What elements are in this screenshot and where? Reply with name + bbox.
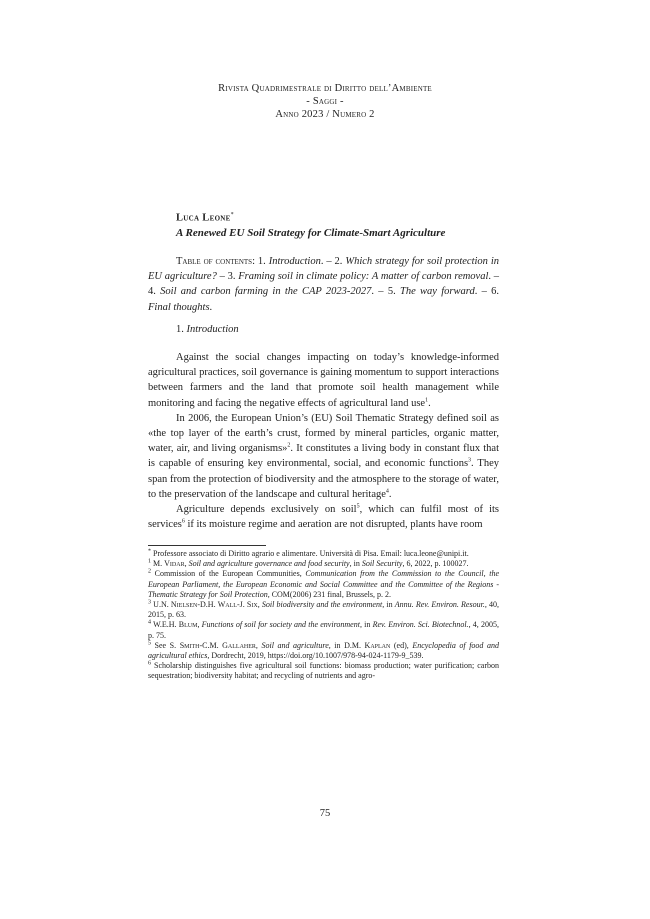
section-number: 1.: [176, 324, 187, 335]
toc-sep: . – 6.: [474, 286, 500, 298]
section-heading: [176, 324, 239, 335]
toc-sep: . – 4.: [148, 271, 500, 298]
journal-section: - Saggi -: [306, 96, 344, 107]
journal-header: [0, 82, 650, 121]
footnote-journal: Annu. Rev. Environ. Resour.: [394, 600, 485, 610]
footnote-text: ,: [257, 600, 262, 610]
footnote-text: , in D.M.: [328, 640, 365, 650]
footnote-text: ,: [255, 640, 262, 650]
footnote-text: -D.H.: [197, 600, 218, 610]
body-text: [148, 350, 499, 532]
footnote-work-title: Communication from the Commission to the Council, the European Parliament, the European Economic and Social Committee and the Committee of the Regions - Thematic Strategy for Soil Protection: [148, 569, 499, 599]
footnote-text: U.N.: [151, 600, 171, 610]
footnote-2: [148, 569, 499, 600]
footnote-author: Six: [246, 600, 258, 610]
paragraph: [148, 502, 499, 532]
footnote-text: See S.: [151, 640, 180, 650]
footnote-text: , COM(2006) 231 final, Brussels, p. 2.: [267, 589, 392, 599]
footnote-work-title: Functions of soil for society and the environment: [201, 620, 360, 630]
footnote-mark: 1: [148, 558, 151, 565]
footnote-ref: 5: [356, 503, 360, 510]
paragraph-text: if its moisture regime and aeration are not disrupted, plants have room: [184, 519, 483, 531]
footnote-text: ,: [197, 620, 202, 630]
footnote-4: [148, 620, 499, 640]
author-footnote-mark: *: [230, 212, 234, 218]
footnote-author: Nielsen: [170, 600, 198, 610]
footnote-journal: Rev. Environ. Sci. Biotechnol.: [372, 620, 469, 630]
toc-item-3: Framing soil in climate policy: A matter of carbon removal: [238, 271, 489, 283]
paragraph-text: .: [388, 488, 392, 500]
footnote-text: M.: [151, 559, 165, 569]
toc-item-6: Final thoughts: [148, 301, 210, 313]
author-name-text: Luca Leone: [176, 212, 231, 224]
toc-item-2: Which strategy for soil protection in EU agriculture?: [148, 256, 500, 283]
footnote-text: , in: [359, 620, 373, 630]
paragraph: [148, 350, 499, 411]
journal-issue: Anno 2023 / Numero 2: [275, 109, 375, 120]
footnote-text: -C.M.: [199, 640, 223, 650]
footnote-ref: 3: [468, 457, 472, 464]
footnote-text: ,: [184, 559, 189, 569]
footnote-text: -J.: [236, 600, 247, 610]
footnote-text: , 6, 2022, p. 100027.: [402, 559, 469, 569]
footnote-text: , Dordrecht, 2019, https://doi.org/10.1007/978-94-024-1179-9_539.: [207, 651, 424, 661]
footnote-text: Scholarship distinguishes five agricultural soil functions: biomass production; water purification; carbon sequestration; biodiversity habitat; and recycling of nutrients and agro-: [148, 661, 499, 681]
footnote-mark: 2: [148, 568, 151, 575]
journal-name: Rivista Quadrimestrale di Diritto dell’Ambiente: [218, 83, 432, 94]
toc-sep: – 3.: [216, 271, 239, 283]
toc-sep: : 1.: [252, 256, 269, 267]
footnote-text: Professore associato di Diritto agrario e alimentare. Università di Pisa. Email: luca.leone@unipi.it.: [151, 549, 469, 558]
paragraph-text: . They span from the protection of biodiversity and the atmosphere to the storage of water, to the preservation of the landscape and cultural heritage: [148, 458, 499, 500]
footnote-mark: 6: [148, 660, 151, 667]
footnote-mark: 5: [148, 640, 151, 647]
footnote-work-title: Encyclopedia of food and agricultural ethics: [148, 640, 499, 661]
footnote-divider: [148, 545, 266, 546]
toc-sep: .: [209, 301, 213, 313]
toc-item-1: Introduction: [268, 256, 321, 267]
paragraph-text: Against the social changes impacting on today’s knowledge-informed agricultural practices, soil governance is gaining momentum to support interactions between farmers and the land that promote soil health management while monitoring and facing the negative effects of agricultural land use: [148, 352, 499, 409]
footnote-mark: 3: [148, 599, 151, 606]
footnote-mark: 4: [148, 619, 151, 626]
footnote-mark: *: [148, 548, 151, 555]
footnote-ref: 1: [425, 397, 429, 404]
footnote-text: W.E.H.: [151, 620, 179, 630]
footnote-author: Blum: [178, 620, 198, 630]
toc-item-4: Soil and carbon farming in the CAP 2023-2027: [160, 286, 372, 298]
toc-label: Table of contents: [176, 256, 253, 267]
footnote-text: , in: [349, 559, 362, 569]
footnote-star: [148, 549, 499, 559]
footnote-author: Smith: [179, 640, 200, 650]
footnote-3: [148, 600, 499, 620]
footnote-text: , 4, 2005, p. 75.: [148, 620, 499, 640]
footnote-ref: 4: [385, 488, 389, 495]
paragraph-text: , which can fulfil most of its services: [148, 504, 499, 531]
toc-sep: . – 2.: [320, 256, 346, 267]
footnote-6: [148, 661, 499, 681]
footnote-author: Vidar: [164, 559, 185, 569]
footnote-journal: Soil Security: [361, 559, 403, 569]
footnotes: [148, 549, 499, 682]
article-title: A Renewed EU Soil Strategy for Climate-Smart Agriculture: [176, 227, 446, 239]
table-of-contents: [148, 254, 499, 315]
author-name: [176, 212, 234, 224]
footnote-work-title: Soil and agriculture: [261, 640, 329, 650]
footnote-author: Gallaher: [222, 640, 256, 650]
toc-item-5: The way forward: [400, 286, 475, 298]
footnote-work-title: Soil biodiversity and the environment: [261, 600, 383, 610]
footnote-text: (ed),: [390, 640, 413, 650]
paragraph-text: Agriculture depends exclusively on soil: [176, 504, 357, 516]
footnote-text: Commission of the European Communities,: [151, 569, 306, 579]
page-number: 75: [319, 808, 331, 819]
footnote-author: Wall: [217, 600, 237, 610]
footnote-ref: 6: [181, 518, 185, 525]
footnote-author: Kaplan: [364, 640, 391, 650]
paragraph-text: In 2006, the European Union’s (EU) Soil Thematic Strategy defined soil as «the top layer of the earth’s crust, formed by mineral particles, organic matter, water, air, and living organisms»: [148, 412, 499, 455]
toc-sep: . – 5.: [371, 286, 400, 298]
footnote-5: [148, 641, 499, 661]
paragraph-text: . It constitutes a living body in constant flux that is capable of ensuring key environmental, social, and economic functions: [148, 443, 499, 470]
footnote-1: [148, 559, 499, 569]
footnote-ref: 2: [287, 442, 291, 449]
footnote-work-title: Soil and agriculture governance and food security: [188, 559, 350, 569]
footnote-text: , in: [382, 600, 395, 610]
paragraph: [148, 411, 499, 502]
footnote-text: , 40, 2015, p. 63.: [148, 600, 499, 620]
section-title: Introduction: [186, 324, 239, 335]
paragraph-text: .: [428, 397, 431, 409]
